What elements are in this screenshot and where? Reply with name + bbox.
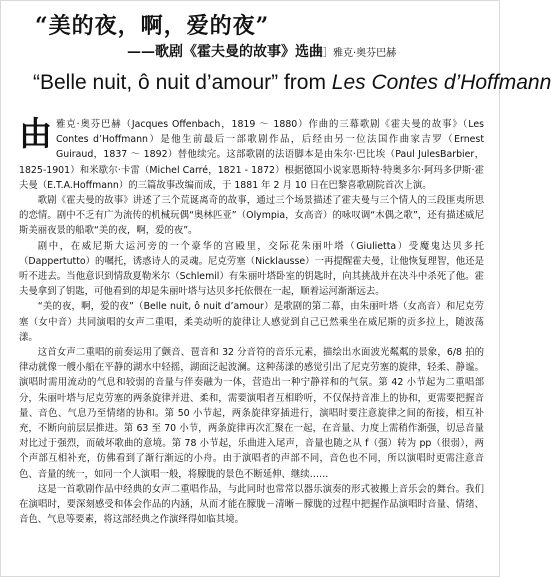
title-english-main: “Belle nuit, ô nuit d’amour” from (33, 71, 332, 94)
subtitle-chinese: ——歌剧《霍夫曼的故事》选曲 (127, 44, 323, 60)
drop-cap: 由 (19, 114, 52, 153)
paragraph-1 (19, 114, 484, 193)
title-english-opera: Les Contes d’Hoffmann (331, 71, 551, 94)
article-body (19, 114, 484, 527)
paragraph-3: 剧中，在威尼斯大运河旁的一个豪华的宫殿里，交际花朱丽叶塔（Giulietta）受魔鬼达贝多托（Dappertutto）的嘱托，诱惑诗人的灵魂。尼克劳塞（Nicklausse）一再提醒霍夫曼，让他恢复理智，他还是听不进去。当他意识到情敌夏勒米尔（Schlemil）有朱丽叶塔卧室的钥匙时，向其挑战并在决斗中杀死了他。霍夫曼拿到了钥匙，可他看到的却是朱丽叶塔与达贝多托依偎在一起，顺着运河渐渐远去。 (19, 240, 484, 298)
paragraph-5: 这首女声二重唱的前奏运用了颤音、琶音和 32 分音符的音乐元素，描绘出水面波光粼粼的景象，6/8 拍的律动就像一艘小船在平静的湖水中轻摇，湖面泛起波澜。这种荡漾的感觉引出了尼克劳塞的旋律，轻柔、静谧。演唱时需用流动的气息和较弱的音量与伴奏融为一体，营造出一种宁静祥和的气氛。第 42 小节起为二重唱部分，朱丽叶塔与尼克劳塞的两条旋律并进、柔和，需要演唱者互相聆听，不仅保持音准上的协和，更需要把握音量、音色、气息乃至情绪的协和。第 50 小节起，两条旋律穿插进行，演唱时要注意旋律之间的衔接，相互补充，不断向前层层推进。第 63 至 70 小节，两条旋律再次汇聚在一起，在音量、力度上需稍作渐强，切忌音量对比过于强烈，而破坏歌曲的意境。第 78 小节起，乐曲进入尾声，音量也随之从 f（强）转为 pp（很弱），两个声部互相补充，仿佛看到了渐行渐远的小舟。由于演唱者的声部不同，音色也不同，所以演唱时更需注意音色、音量的统一，如同一个人演唱一般，将朦胧的景色不断延伸、继续…… (19, 347, 484, 480)
composer-credit: ［法］雅克·奥芬巴赫 (303, 48, 397, 59)
paragraph-4: “美的夜，啊，爱的夜”（Belle nuit, ô nuit d’amour）是歌剧的第二幕，由朱丽叶塔（女高音）和尼克劳塞（女中音）共同演唱的女声二重唱，柔美动听的旋律让人感觉到自己已然乘坐在威尼斯的贡多拉上，随波荡漾。 (19, 301, 484, 343)
paragraph-1-text: 雅克·奥芬巴赫（Jacques Offenbach，1819 ～ 1880）作曲的三幕歌剧《霍夫曼的故事》（Les Contes d’Hoffmann）是他生前最后一部歌剧作品，后经由另一位法国作曲家吉罗（Ernest Guiraud，1837 ～ 1892）替他续完。这部歌剧的法语脚本是由朱尔·巴比埃（Paul JulesBarbier，1825-1901）和米歇尔·卡雷（Michel Carré，1821 - 1872）根据德国小说家恩斯特·特奥多尔·阿玛多伊斯·霍夫曼（E.T.A.Hoffmann）的三篇故事改编而成，于 1881 年 2 月 10 日在巴黎喜歌剧院首次上演。 (19, 119, 484, 191)
paragraph-2: 歌剧《霍夫曼的故事》讲述了三个荒诞离奇的故事，通过三个场景描述了霍夫曼与三个情人的三段匪夷所思的恋情。剧中不乏有广为流传的机械玩偶“奥林匹亚”（Olympia，女高音）的咏叹调“木偶之歌”，还有描述威尼斯美丽夜景的船歌“美的夜，啊，爱的夜”。 (19, 195, 484, 237)
title-chinese: “美的夜，啊，爱的夜” (35, 13, 270, 39)
paragraph-6: 这是一首歌剧作品中经典的女声二重唱作品，与此同时也常常以器乐演奏的形式被搬上音乐会的舞台。我们在演唱时，要深刻感受和体会作品的内涵，从而才能在朦胧－清晰－朦胧的过程中把握作品演唱时音量、情绪、音色、气息等要素，将这部经典之作演绎得如临其境。 (19, 483, 484, 526)
title-english (33, 71, 551, 95)
